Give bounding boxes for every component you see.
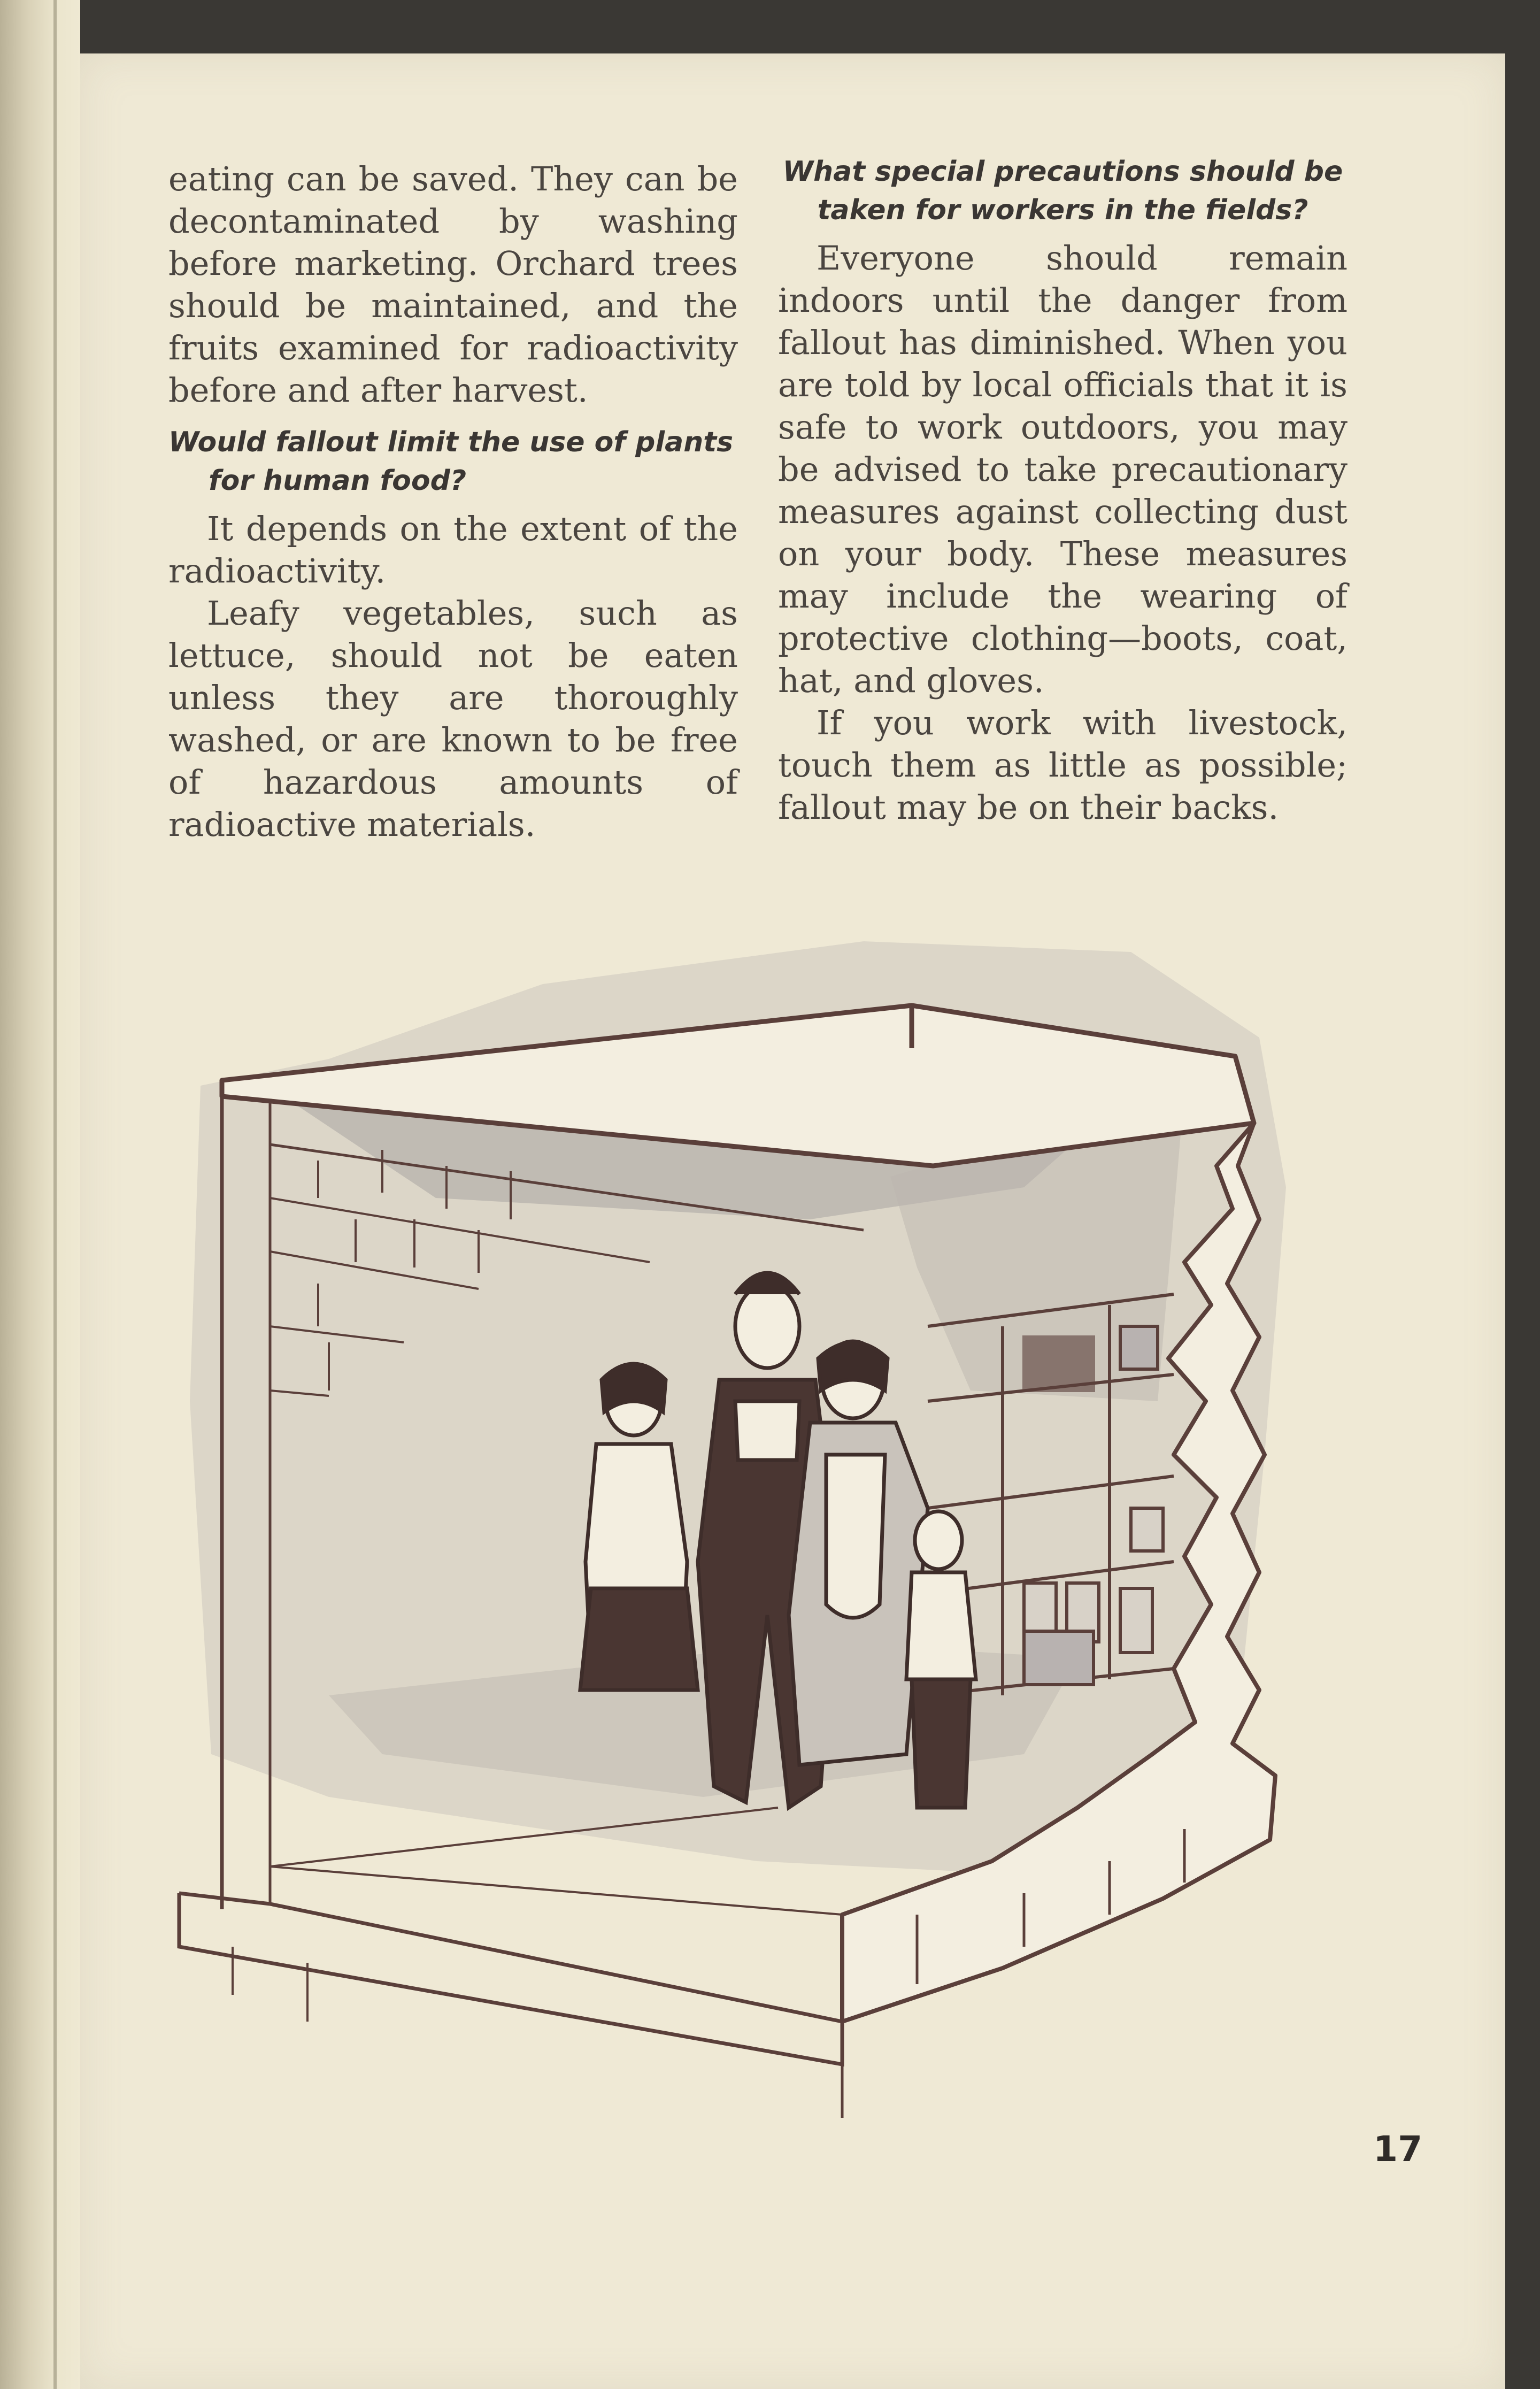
book-spine bbox=[0, 0, 80, 2389]
page-number: 17 bbox=[1373, 2129, 1422, 2170]
paragraph: If you work with livestock, touch them as little as possible; fallout may be on their backs. bbox=[778, 703, 1348, 827]
right-column bbox=[778, 158, 1348, 828]
section-heading: What special precautions should be taken for workers in the fields? bbox=[782, 156, 1343, 226]
fallout-shelter-illustration bbox=[168, 920, 1441, 2161]
paragraph: eating can be saved. They can be decontaminated by washing before marketing. Orchard trees should be maintained, and the fruits examined for radioactivity before and after harvest. bbox=[168, 159, 738, 410]
left-column bbox=[168, 158, 738, 846]
paragraph: It depends on the extent of the radioactivity. bbox=[168, 509, 738, 590]
section-heading: Would fallout limit the use of plants for human food? bbox=[168, 426, 734, 497]
paragraph: Everyone should remain indoors until the danger from fallout has diminished. When you are told by local officials that it is safe to work outdoors, you may be advised to take precautionary measures against collecting dust on your body. These measures may include the wearing of protective clothing—boots, coat, hat, and gloves. bbox=[778, 239, 1348, 700]
page bbox=[80, 53, 1505, 2389]
gutter-fold bbox=[53, 0, 57, 2389]
paragraph: Leafy vegetables, such as lettuce, should not be eaten unless they are thoroughly washed, or are known to be free of hazardous amounts of radioactive materials. bbox=[168, 594, 738, 844]
